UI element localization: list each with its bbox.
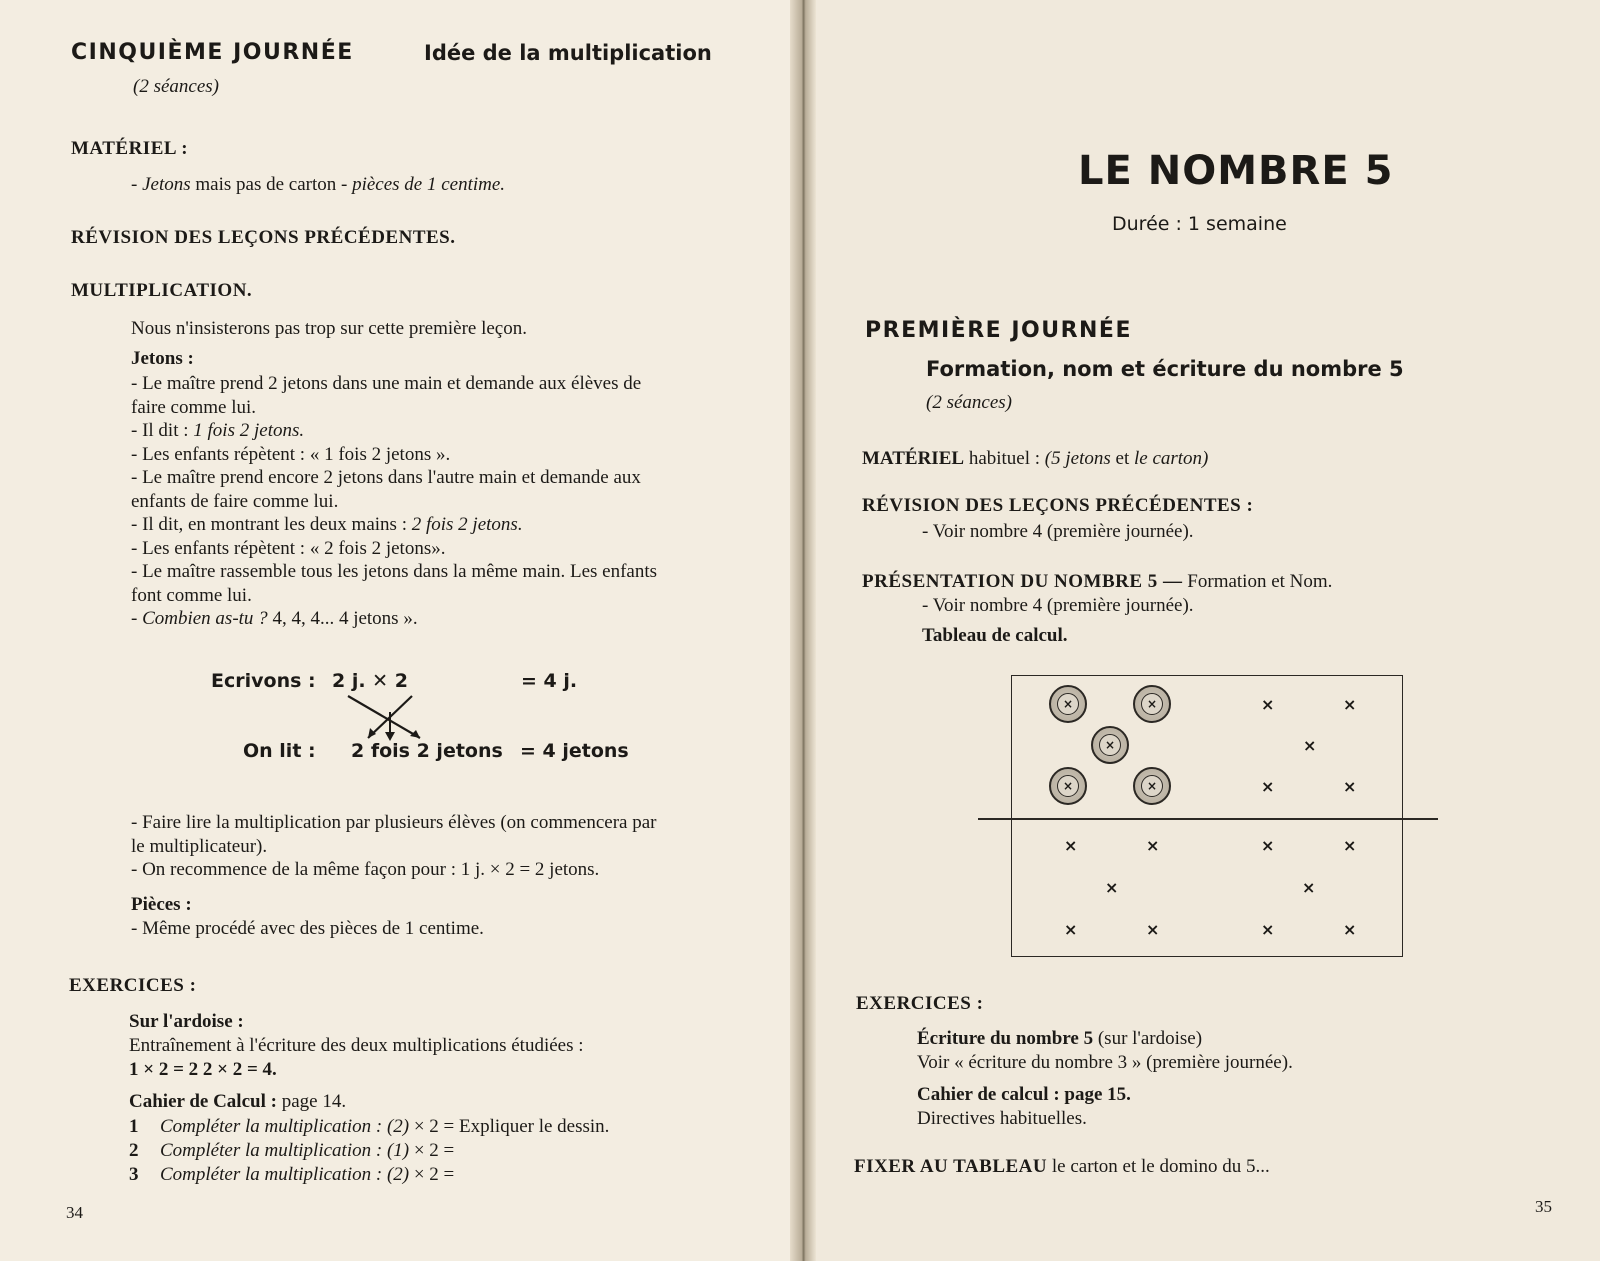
formula-arrows — [340, 694, 440, 746]
step-line: font comme lui. — [131, 584, 252, 606]
presentation-heading: PRÉSENTATION DU NOMBRE 5 — — [862, 571, 1183, 592]
right-day-title: PREMIÈRE JOURNÉE — [865, 318, 1132, 343]
token-icon — [1133, 767, 1171, 805]
exercise-number: 3 — [129, 1164, 139, 1185]
step-line: faire comme lui. — [131, 396, 257, 418]
cross-mark: × — [1343, 777, 1357, 796]
cross-mark: × — [1343, 920, 1357, 939]
formula-ecrivons-label: Ecrivons : — [211, 670, 316, 692]
exercise-item — [129, 1139, 454, 1163]
token-icon — [1049, 767, 1087, 805]
presentation-tail: Formation et Nom. — [1182, 571, 1333, 592]
token-mark: × — [1057, 775, 1079, 797]
cross-mark: × — [1105, 878, 1119, 897]
after-line: le multiplicateur). — [131, 835, 268, 857]
left-cahier-line — [129, 1090, 346, 1114]
right-revision-heading: RÉVISION DES LEÇONS PRÉCÉDENTES : — [862, 495, 1254, 516]
left-day-subtitle: Idée de la multiplication — [424, 41, 712, 65]
pieces-label: Pièces : — [131, 894, 192, 915]
exercise-value: (2) — [386, 1116, 410, 1137]
intro-text: Nous n'insisterons pas trop sur cette première leçon. — [131, 318, 527, 339]
exercise-text: Compléter la multiplication : — [160, 1140, 383, 1161]
formula-expression: 2 j. ✕ 2 — [332, 670, 408, 692]
pieces-text: - Même procédé avec des pièces de 1 centime. — [131, 918, 484, 939]
right-exercices-heading: EXERCICES : — [856, 993, 984, 1014]
ardoise-formulas: 1 × 2 = 2 2 × 2 = 4. — [129, 1059, 277, 1080]
exercise-tail: × 2 = — [413, 1164, 455, 1185]
step-text: - Il dit : — [131, 420, 194, 441]
left-page-number: 34 — [66, 1203, 83, 1222]
step-line — [131, 607, 776, 631]
ardoise-label: Sur l'ardoise : — [129, 1011, 244, 1032]
exercise-text: Compléter la multiplication : — [160, 1164, 383, 1185]
tableau-label: Tableau de calcul. — [922, 625, 1068, 646]
cahier-page: page 15. — [1059, 1084, 1131, 1105]
step-line: - Le maître prend 2 jetons dans une main et demande aux élèves de — [131, 373, 642, 394]
exercise-value: (1) — [386, 1140, 410, 1161]
formula-reading-result: = 4 jetons — [520, 740, 629, 762]
exercise-item — [129, 1115, 609, 1139]
token-mark: × — [1057, 693, 1079, 715]
step-question: Combien as-tu ? — [142, 608, 268, 629]
exercise-value: (2) — [386, 1164, 410, 1185]
right-day-subtitle: Formation, nom et écriture du nombre 5 — [926, 357, 1404, 381]
materiel-text: et — [1110, 448, 1134, 469]
step-text: - — [131, 608, 143, 629]
step-line: enfants de faire comme lui. — [131, 490, 339, 512]
step-line: - Les enfants répètent : « 1 fois 2 jetons ». — [131, 443, 451, 465]
exercise-tail: × 2 = — [413, 1140, 455, 1161]
left-day-title: CINQUIÈME JOURNÉE — [71, 40, 354, 65]
right-sessions: (2 séances) — [926, 392, 1012, 413]
ecriture-tail: (sur l'ardoise) — [1093, 1028, 1203, 1049]
left-materiel-heading: MATÉRIEL : — [71, 138, 189, 159]
step-quote: 1 fois 2 jetons. — [193, 420, 305, 441]
cross-mark: × — [1303, 736, 1317, 755]
ecriture-text: Voir « écriture du nombre 3 » (première journée). — [917, 1052, 1293, 1073]
cahier-text: Directives habituelles. — [917, 1108, 1087, 1129]
step-line: - Le maître prend encore 2 jetons dans l'autre main et demande aux — [131, 467, 641, 488]
materiel-item-pieces: pièces de 1 centime. — [352, 174, 506, 195]
token-mark: × — [1141, 775, 1163, 797]
cross-mark: × — [1146, 836, 1160, 855]
cross-mark: × — [1261, 695, 1275, 714]
presentation-line — [862, 570, 1332, 594]
formula-result: = 4 j. — [521, 670, 578, 692]
cahier-label: Cahier de calcul : — [917, 1084, 1060, 1105]
cross-mark: × — [1261, 836, 1275, 855]
ecriture-label: Écriture du nombre 5 — [917, 1028, 1094, 1049]
ecriture-line — [917, 1027, 1202, 1051]
after-formula-text — [131, 811, 776, 882]
token-mark: × — [1099, 734, 1121, 756]
token-icon — [1133, 685, 1171, 723]
step-line — [131, 419, 776, 443]
right-materiel-line — [862, 447, 1208, 471]
cross-mark: × — [1261, 920, 1275, 939]
token-mark: × — [1141, 693, 1163, 715]
dash: - — [131, 174, 143, 195]
after-line: - Faire lire la multiplication par plusieurs élèves (on commencera par — [131, 812, 657, 833]
exercise-tail: × 2 = Expliquer le dessin. — [413, 1116, 610, 1137]
right-cahier-line — [917, 1083, 1131, 1107]
cross-mark: × — [1302, 878, 1316, 897]
left-materiel-line — [131, 173, 505, 197]
token-icon — [1049, 685, 1087, 723]
book-gutter — [790, 0, 816, 1261]
step-quote: 2 fois 2 jetons. — [411, 514, 523, 535]
token-icon — [1091, 726, 1129, 764]
cahier-page: page 14. — [276, 1091, 347, 1112]
cross-mark: × — [1343, 836, 1357, 855]
presentation-text: - Voir nombre 4 (première journée). — [922, 595, 1194, 616]
materiel-label: MATÉRIEL — [862, 448, 965, 469]
exercise-text: Compléter la multiplication : — [160, 1116, 383, 1137]
step-line: - Le maître rassemble tous les jetons dans la même main. Les enfants — [131, 561, 658, 582]
step-text: - Il dit, en montrant les deux mains : — [131, 514, 412, 535]
materiel-text: habituel : — [964, 448, 1045, 469]
formula-reading: 2 fois 2 jetons — [351, 740, 503, 762]
fixer-text: le carton et le domino du 5... — [1047, 1156, 1270, 1177]
fixer-line — [854, 1155, 1270, 1179]
materiel-item: (5 jetons — [1044, 448, 1111, 469]
left-revision-heading: RÉVISION DES LEÇONS PRÉCÉDENTES. — [71, 227, 456, 248]
cross-mark: × — [1261, 777, 1275, 796]
tableau-divider — [978, 818, 1438, 820]
fixer-label: FIXER AU TABLEAU — [854, 1156, 1048, 1177]
chapter-duration: Durée : 1 semaine — [1112, 213, 1287, 235]
multiplication-heading: MULTIPLICATION. — [71, 280, 253, 301]
after-line: - On recommence de la même façon pour : 1 j. × 2 = 2 jetons. — [131, 859, 600, 880]
jetons-label: Jetons : — [131, 348, 194, 369]
cross-mark: × — [1146, 920, 1160, 939]
formula-on-lit-label: On lit : — [243, 740, 316, 762]
materiel-text: mais pas de carton - — [190, 174, 353, 195]
left-sessions: (2 séances) — [133, 76, 219, 97]
cahier-label: Cahier de Calcul : — [129, 1091, 277, 1112]
cross-mark: × — [1343, 695, 1357, 714]
materiel-item-jetons: Jetons — [142, 174, 191, 195]
step-line — [131, 513, 776, 537]
materiel-item: le carton) — [1133, 448, 1209, 469]
left-exercices-heading: EXERCICES : — [69, 975, 197, 996]
exercise-number: 2 — [129, 1140, 139, 1161]
chapter-title: LE NOMBRE 5 — [1078, 148, 1394, 194]
right-revision-text: - Voir nombre 4 (première journée). — [922, 521, 1194, 542]
right-page-number: 35 — [1535, 1197, 1552, 1216]
cross-mark: × — [1064, 836, 1078, 855]
exercise-item — [129, 1163, 454, 1187]
step-text: 4, 4, 4... 4 jetons ». — [267, 608, 418, 629]
step-line: - Les enfants répètent : « 2 fois 2 jetons». — [131, 537, 446, 559]
jetons-steps — [131, 372, 776, 631]
ardoise-text: Entraînement à l'écriture des deux multiplications étudiées : — [129, 1035, 584, 1056]
cross-mark: × — [1064, 920, 1078, 939]
exercise-number: 1 — [129, 1116, 139, 1137]
